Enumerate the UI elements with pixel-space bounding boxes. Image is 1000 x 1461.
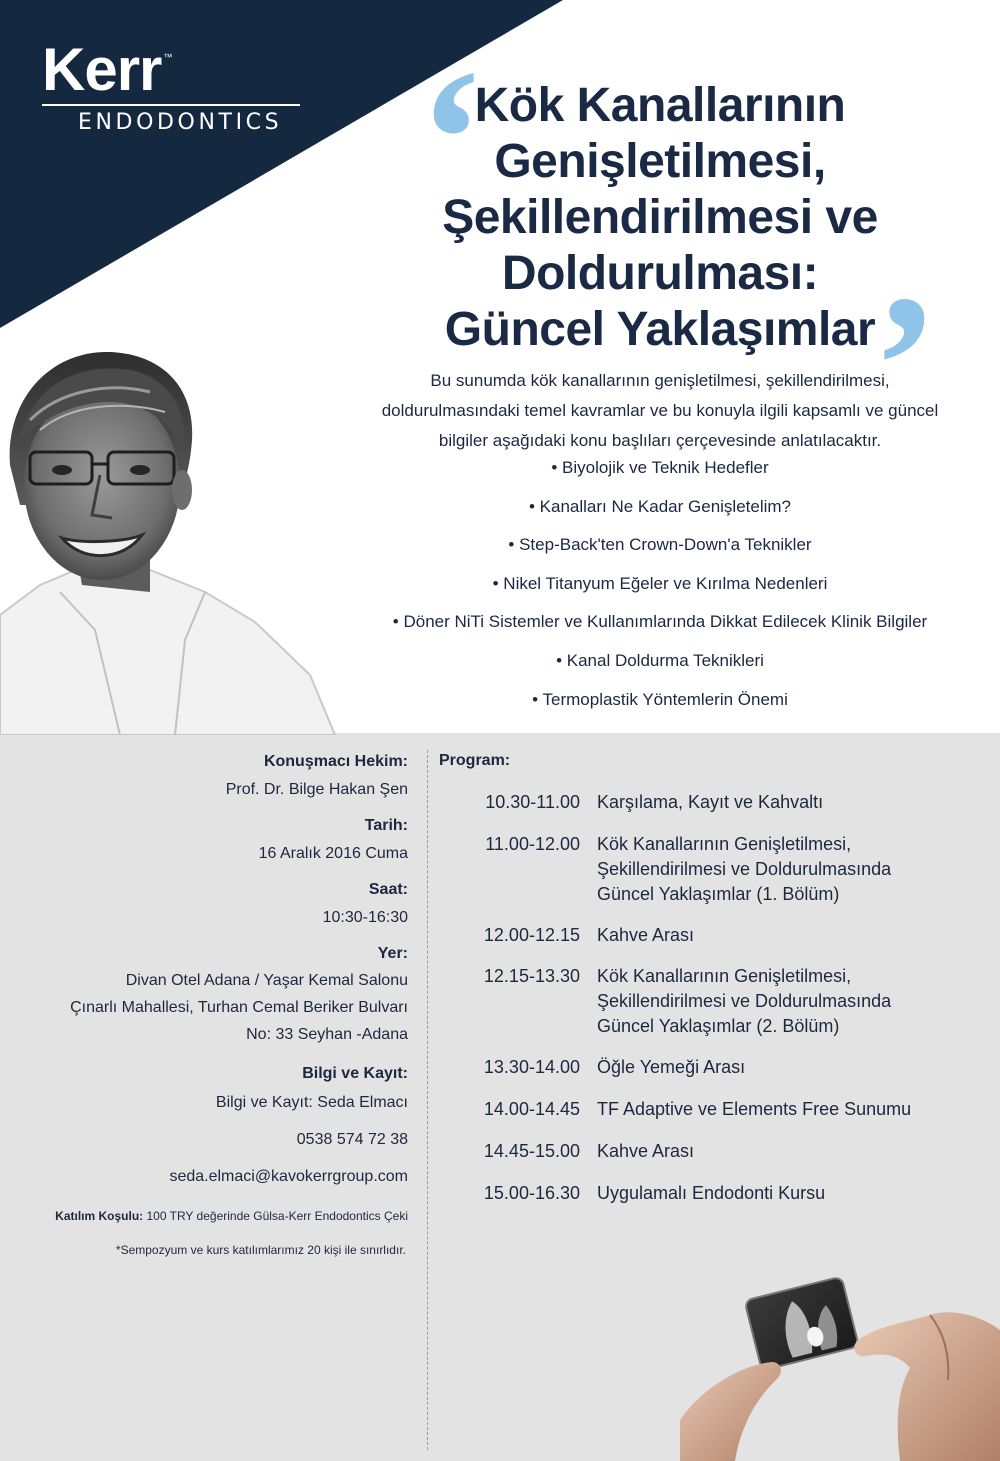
program-time: 12.00-12.15	[483, 925, 580, 945]
logo-rule	[42, 104, 300, 106]
program-title	[597, 923, 980, 948]
venue-address	[20, 967, 408, 1048]
event-date: 16 Aralık 2016 Cuma	[258, 845, 408, 862]
program-label: Program:	[439, 752, 511, 769]
logo-trademark: ™	[163, 52, 173, 62]
program-row	[440, 964, 980, 1039]
event-time: 10:30-16:30	[322, 909, 408, 926]
speaker-portrait	[0, 330, 340, 735]
program-time: 15.00-16.30	[483, 1183, 580, 1203]
program-line: Şekillendirilmesi ve Doldurulmasında	[597, 991, 892, 1011]
topic-item: • Termoplastik Yöntemlerin Önemi	[532, 689, 788, 709]
title-line: Doldurulması:	[501, 247, 819, 300]
venue-line: No: 33 Seyhan -Adana	[246, 1026, 408, 1043]
date-label: Tarih:	[364, 817, 408, 834]
capacity-note: *Sempozyum ve kurs katılımlarımız 20 kişi ile sınırlıdır.	[115, 1243, 406, 1257]
kerr-endodontics-logo	[42, 36, 302, 135]
intro-line: doldurulmasındaki temel kavramlar ve bu konuyla ilgili kapsamlı ve güncel	[381, 401, 939, 420]
title-line: Genişletilmesi,	[494, 135, 826, 188]
program-title	[597, 790, 980, 815]
program-time: 10.30-11.00	[485, 792, 580, 812]
program-row	[440, 1097, 980, 1122]
program-row	[440, 790, 980, 815]
program-title	[597, 1181, 980, 1206]
topic-item: • Step-Back'ten Crown-Down'a Teknikler	[508, 535, 812, 555]
xray-hand-image	[680, 1270, 1000, 1461]
topic-item: • Kanalları Ne Kadar Genişletelim?	[528, 496, 792, 516]
program-line: Öğle Yemeği Arası	[597, 1057, 746, 1077]
contact-name: Bilgi ve Kayıt: Seda Elmacı	[215, 1094, 408, 1111]
program-row	[440, 1181, 980, 1206]
program-line: Şekillendirilmesi ve Doldurulmasında	[597, 859, 892, 879]
program-title	[597, 964, 980, 1039]
intro-line: Bu sunumda kök kanallarının genişletilmesi, şekillendirilmesi,	[430, 371, 890, 390]
program-row	[440, 1139, 980, 1164]
page-title	[400, 78, 920, 358]
venue-line: Divan Otel Adana / Yaşar Kemal Salonu	[125, 972, 408, 989]
participation-condition	[20, 1209, 408, 1223]
program-line: Kök Kanallarının Genişletilmesi,	[597, 966, 852, 986]
program-time: 14.00-14.45	[483, 1099, 580, 1119]
venue-line: Çınarlı Mahallesi, Turhan Cemal Beriker Bulvarı	[70, 999, 408, 1016]
program-line: Uygulamalı Endodonti Kursu	[597, 1183, 826, 1203]
program-title	[597, 832, 980, 907]
speaker-name: Prof. Dr. Bilge Hakan Şen	[225, 781, 408, 798]
venue-label: Yer:	[377, 945, 408, 962]
program-line: Güncel Yaklaşımlar (2. Bölüm)	[597, 1016, 840, 1036]
program-row	[440, 923, 980, 948]
program-time: 13.30-14.00	[483, 1057, 580, 1077]
program-schedule	[440, 790, 980, 1206]
program-title	[597, 1139, 980, 1164]
event-info	[20, 752, 408, 1257]
intro-line: bilgiler aşağıdaki konu başlıları çerçevesinde anlatılacaktır.	[438, 431, 882, 450]
program-row	[440, 1055, 980, 1080]
program-line: Güncel Yaklaşımlar (1. Bölüm)	[597, 884, 840, 904]
program-line: Kahve Arası	[597, 925, 695, 945]
topic-item: • Biyolojik ve Teknik Hedefler	[551, 458, 769, 477]
program-time: 14.45-15.00	[483, 1141, 580, 1161]
topics-list	[330, 458, 990, 728]
contact-label: Bilgi ve Kayıt:	[302, 1065, 408, 1082]
logo-brand: Kerr	[42, 36, 162, 103]
program-line: Karşılama, Kayıt ve Kahvaltı	[597, 792, 824, 812]
column-divider	[427, 750, 428, 1450]
logo-subtitle: ENDODONTICS	[78, 110, 283, 135]
program-line: Kök Kanallarının Genişletilmesi,	[597, 834, 852, 854]
topic-item: • Nikel Titanyum Eğeler ve Kırılma Nedenleri	[492, 573, 828, 593]
close-quote-icon: ’	[872, 255, 939, 476]
title-line: Kök Kanallarının	[474, 79, 846, 132]
contact-email[interactable]: seda.elmaci@kavokerrgroup.com	[169, 1168, 408, 1185]
open-quote-icon: ‘	[418, 29, 485, 250]
title-line: Güncel Yaklaşımlar	[444, 303, 876, 356]
contact-phone[interactable]: 0538 574 72 38	[296, 1131, 408, 1148]
program-time: 12.15-13.30	[483, 966, 580, 986]
condition-label: Katılım Koşulu:	[55, 1209, 144, 1223]
intro-paragraph	[340, 366, 980, 456]
topic-item: • Kanal Doldurma Teknikleri	[556, 650, 764, 670]
program-time: 11.00-12.00	[485, 834, 580, 854]
program-title	[597, 1055, 980, 1080]
program-row	[440, 832, 980, 907]
time-label: Saat:	[368, 881, 408, 898]
speaker-label: Konuşmacı Hekim:	[263, 753, 408, 770]
program-line: TF Adaptive ve Elements Free Sunumu	[597, 1099, 912, 1119]
program-line: Kahve Arası	[597, 1141, 695, 1161]
program-title	[597, 1097, 980, 1122]
condition-text: 100 TRY değerinde Gülsa-Kerr Endodontics Çeki	[143, 1209, 408, 1223]
title-line: Şekillendirilmesi ve	[442, 191, 878, 244]
topic-item: • Döner NiTi Sistemler ve Kullanımlarında Dikkat Edilecek Klinik Bilgiler	[392, 612, 928, 632]
